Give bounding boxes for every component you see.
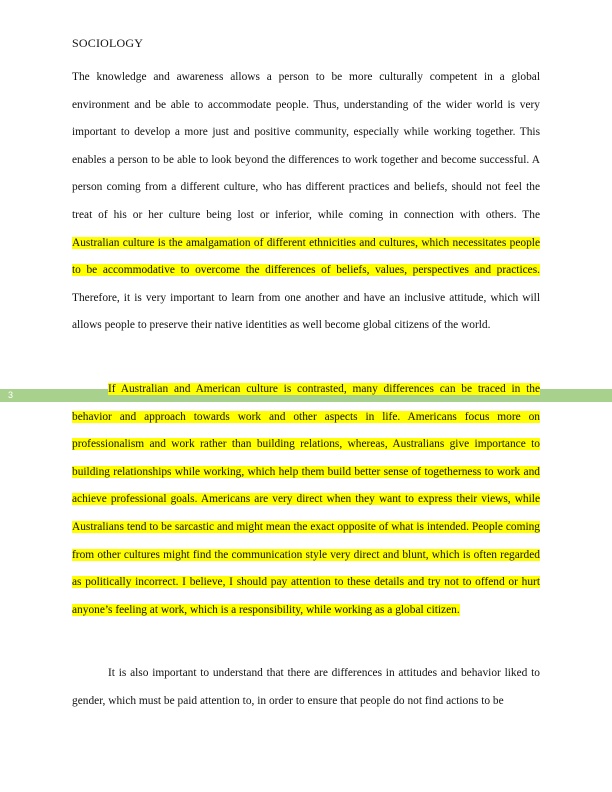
paragraph-1 (72, 64, 540, 340)
paragraph-2 (72, 376, 540, 624)
paragraph-1-highlight: Australian culture is the amalgamation of different ethnicities and cultures, which necessitates people to be accommodative to overcome the differences of beliefs, values, perspectives and practices. (72, 236, 540, 277)
paragraph-3-text: It is also important to understand that there are differences in attitudes and behavior liked to gender, which must be paid attention to, in order to ensure that people do not find actions to be (72, 667, 540, 707)
page-number: 3 (8, 390, 14, 400)
paragraph-3 (72, 660, 540, 715)
paragraph-1-text-start: The knowledge and awareness allows a person to be more culturally competent in a global environment and be able to accommodate people. Thus, understanding of the wider world is very important to develop a more just and positive community, especially while working together. This enables a person to be able to look beyond the differences to work together and become successful. A person coming from a different culture, who has different practices and beliefs, should not feel the treat of his or her culture being lost or inferior, while coming in connection with others. The (72, 71, 540, 221)
running-header: SOCIOLOGY (72, 36, 144, 50)
paragraph-1-text-end: Therefore, it is very important to learn from one another and have an inclusive attitude, which will allows people to preserve their native identities as well become global citizens of the world. (72, 291, 540, 332)
paragraph-2-highlight: If Australian and American culture is contrasted, many differences can be traced in the behavior and approach towards work and other aspects in life. Americans focus more on professionalism and work rather than building relations, whereas, Australians give importance to building relationships while working, which help them build better sense of togetherness to work and achieve professional goals. Americans are very direct when they want to express their views, while Australians tend to be sarcastic and might mean the exact opposite of what is intended. People coming from other cultures might find the communication style very direct and blunt, which is often regarded as politically incorrect. I believe, I should pay attention to these details and try not to offend or hurt anyone’s feeling at work, which is a responsibility, while working as a global citizen. (72, 383, 540, 616)
